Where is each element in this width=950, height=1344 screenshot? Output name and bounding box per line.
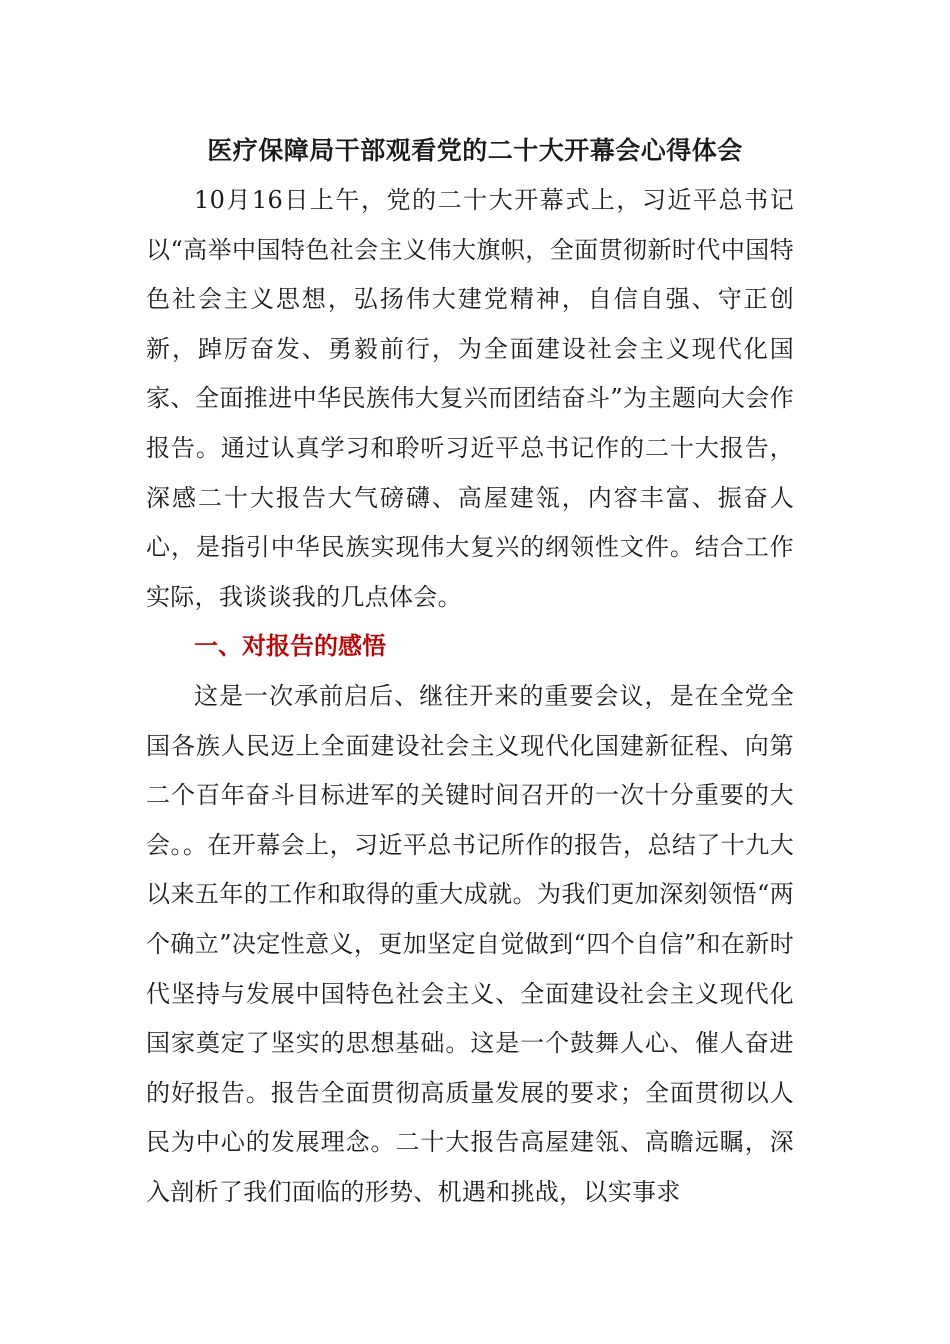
document-body (146, 176, 794, 1217)
section-paragraph: 这是一次承前启后、继往开来的重要会议，是在全党全国各族人民迈上全面建设社会主义现代化国建新征程、向第二个百年奋斗目标进军的关键时间召开的一次十分重要的大会。。在开幕会上，习近平总书记所作的报告，总结了十九大以来五年的工作和取得的重大成就。为我们更加深刻领悟“两个确立”决定性意义，更加坚定自觉做到“四个自信”和在新时代坚持与发展中国特色社会主义、全面建设社会主义现代化国家奠定了坚实的思想基础。这是一个鼓舞人心、催人奋进的好报告。报告全面贯彻高质量发展的要求；全面贯彻以人民为中心的发展理念。二十大报告高屋建瓴、高瞻远瞩，深入剖析了我们面临的形势、机遇和挑战，以实事求 (146, 681, 794, 1206)
document-title: 医疗保障局干部观看党的二十大开幕会心得体会 (207, 136, 743, 165)
section-heading: 一、对报告的感悟 (194, 632, 386, 661)
intro-paragraph: 10月16日上午，党的二十大开幕式上，习近平总书记以“高举中国特色社会主义伟大旗帜，全面贯彻新时代中国特色社会主义思想，弘扬伟大建党精神，自信自强、守正创新，踔厉奋发、勇毅前行，为全面建设社会主义现代化国家、全面推进中华民族伟大复兴而团结奋斗”为主题向大会作报告。通过认真学习和聆听习近平总书记作的二十大报告，深感二十大报告大气磅礴、高屋建瓴，内容丰富、振奋人心，是指引中华民族实现伟大复兴的纲领性文件。结合工作实际，我谈谈我的几点体会。 (146, 186, 794, 611)
